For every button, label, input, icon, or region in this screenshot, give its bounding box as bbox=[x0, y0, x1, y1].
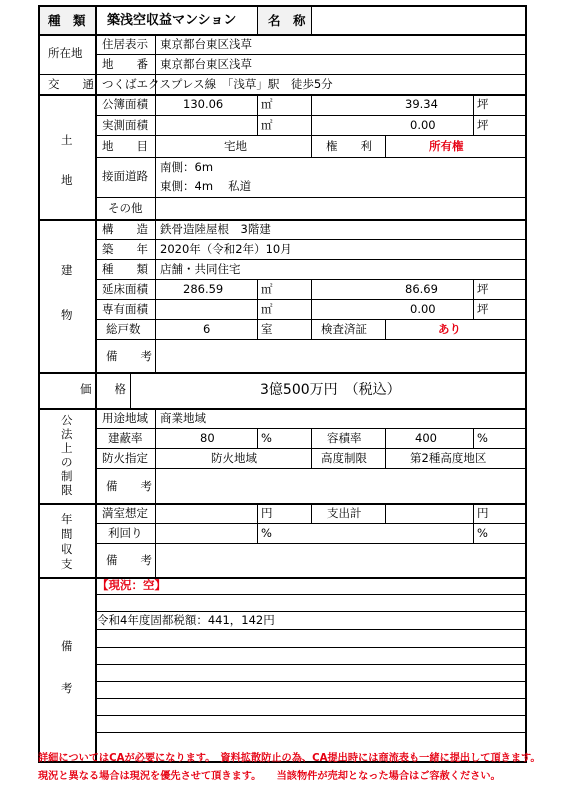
floor-area-tsubo: 86.69 bbox=[405, 282, 438, 296]
units-value: 6 bbox=[203, 322, 211, 336]
status-note: 【現況：空】 bbox=[97, 578, 166, 592]
address-label: 住居表示 bbox=[102, 37, 148, 51]
structure-value: 鉄骨造陸屋根 3階建 bbox=[160, 222, 271, 236]
income-remarks-label: 備 考 bbox=[106, 553, 152, 567]
sqm-unit: ㎡ bbox=[261, 118, 273, 132]
built-label: 築 年 bbox=[102, 242, 148, 256]
building-section-a: 建 bbox=[61, 263, 73, 277]
divider-line bbox=[95, 698, 527, 699]
legal-section-char: の bbox=[61, 455, 73, 469]
footer-note-2: 現況と異なる場合は現況を優先させて頂きます。 当該物件が売却となった場合はご容赦ください。 bbox=[38, 771, 501, 782]
divider-line bbox=[95, 339, 527, 340]
price-value: 3億500万円 （税込） bbox=[260, 382, 401, 398]
divider-line bbox=[95, 647, 527, 648]
yield-label: 利回り bbox=[108, 526, 143, 540]
divider-line bbox=[40, 372, 527, 374]
legal-section-char: 法 bbox=[61, 427, 73, 441]
structure-label: 構 造 bbox=[102, 222, 148, 236]
divider-line bbox=[95, 611, 527, 612]
expense-unit: 円 bbox=[477, 506, 489, 520]
registered-area-sqm: 130.06 bbox=[183, 97, 224, 111]
divider-line bbox=[257, 279, 258, 339]
registered-area-label: 公簿面積 bbox=[102, 97, 148, 111]
divider-line bbox=[473, 428, 474, 448]
sqm-unit: ㎡ bbox=[261, 282, 273, 296]
inspection-label: 検査済証 bbox=[321, 322, 367, 336]
divider-line bbox=[40, 408, 527, 410]
measured-area-tsubo: 0.00 bbox=[410, 118, 436, 132]
bcr-value: 80 bbox=[200, 431, 215, 445]
divider-line bbox=[311, 428, 312, 468]
divider-line bbox=[473, 94, 474, 135]
height-label: 高度制限 bbox=[321, 451, 367, 465]
price-label: 価 格 bbox=[80, 382, 126, 396]
building-kind-label: 種 類 bbox=[102, 262, 148, 276]
location-section: 所在地 bbox=[48, 46, 83, 60]
traffic-label: 交 通 bbox=[48, 77, 94, 91]
divider-line bbox=[257, 503, 258, 543]
address-value: 東京都台東区浅草 bbox=[160, 37, 252, 51]
divider-line bbox=[385, 319, 386, 339]
divider-line bbox=[257, 428, 258, 448]
property-sheet bbox=[38, 5, 527, 763]
building-remarks-label: 備 考 bbox=[106, 349, 152, 363]
road-line-2: 東側：4m 私道 bbox=[160, 179, 252, 193]
fire-label: 防火指定 bbox=[102, 451, 148, 465]
land-category-value: 宅地 bbox=[224, 139, 247, 153]
divider-line bbox=[95, 54, 527, 55]
registered-area-tsubo: 39.34 bbox=[405, 97, 438, 111]
measured-area-label: 実測面積 bbox=[102, 118, 148, 132]
divider-line bbox=[40, 94, 527, 96]
units-label: 総戸数 bbox=[106, 322, 141, 336]
type-label: 種 類 bbox=[48, 13, 86, 28]
legal-section-char: 制 bbox=[61, 469, 73, 483]
divider-line bbox=[40, 34, 527, 36]
private-area-tsubo: 0.00 bbox=[410, 302, 436, 316]
lot-value: 東京都台東区浅草 bbox=[160, 57, 252, 71]
divider-line bbox=[95, 523, 527, 524]
legal-section-char: 限 bbox=[61, 483, 73, 497]
fire-value: 防火地域 bbox=[211, 451, 257, 465]
remarks-section-b: 考 bbox=[61, 681, 73, 695]
divider-line bbox=[95, 732, 527, 733]
divider-line bbox=[95, 681, 527, 682]
far-value: 400 bbox=[415, 431, 437, 445]
tsubo-unit: 坪 bbox=[477, 97, 489, 111]
legal-remarks-label: 備 考 bbox=[106, 479, 152, 493]
land-category-label: 地 目 bbox=[102, 139, 148, 153]
yield-extra-unit: % bbox=[477, 526, 488, 540]
divider-line bbox=[95, 664, 527, 665]
divider-line bbox=[95, 157, 527, 158]
inspection-value: あり bbox=[438, 322, 461, 336]
full-occupancy-unit: 円 bbox=[261, 506, 273, 520]
zoning-label: 用途地域 bbox=[102, 411, 148, 425]
name-label: 名 称 bbox=[268, 13, 306, 28]
bcr-label: 建蔽率 bbox=[108, 431, 143, 445]
tsubo-unit: 坪 bbox=[477, 282, 489, 296]
divider-line bbox=[95, 259, 527, 260]
divider-line bbox=[155, 94, 156, 219]
income-section-char: 支 bbox=[61, 557, 73, 571]
rights-value: 所有権 bbox=[429, 139, 464, 153]
floor-area-label: 延床面積 bbox=[102, 282, 148, 296]
traffic-value: つくばエクスプレス線 「浅草」駅 徒歩5分 bbox=[102, 77, 333, 91]
divider-line bbox=[311, 279, 312, 339]
building-section-b: 物 bbox=[61, 308, 73, 322]
divider-line bbox=[385, 428, 386, 468]
floor-area-sqm: 286.59 bbox=[183, 282, 224, 296]
height-value: 第2種高度地区 bbox=[410, 451, 487, 465]
divider-line bbox=[95, 239, 527, 240]
footer-note-1: 詳細についてはCAが必要になります。 資料拡散防止の為、CA提出時には商流表も一緒に提出して頂きます。 bbox=[38, 753, 541, 764]
far-unit: % bbox=[477, 431, 488, 445]
divider-line bbox=[40, 219, 527, 221]
divider-line bbox=[95, 468, 527, 469]
private-area-label: 専有面積 bbox=[102, 302, 148, 316]
type-value: 築浅空収益マンション bbox=[107, 13, 237, 28]
bcr-unit: % bbox=[261, 431, 272, 445]
income-section-char: 年 bbox=[61, 512, 73, 526]
divider-line bbox=[40, 503, 527, 505]
divider-line bbox=[473, 503, 474, 543]
divider-line bbox=[95, 594, 527, 595]
lot-label: 地 番 bbox=[102, 57, 148, 71]
divider-line bbox=[95, 629, 527, 630]
land-section-b: 地 bbox=[61, 173, 73, 187]
income-section-char: 収 bbox=[61, 542, 73, 556]
tax-note: 令和4年度固都税額：441，142円 bbox=[97, 613, 275, 627]
road-label: 接面道路 bbox=[102, 169, 148, 183]
units-unit: 室 bbox=[261, 322, 273, 336]
land-other-label: その他 bbox=[108, 201, 143, 215]
legal-section-char: 上 bbox=[61, 441, 73, 455]
far-label: 容積率 bbox=[327, 431, 362, 445]
divider-line bbox=[155, 219, 156, 372]
yield-unit: % bbox=[261, 526, 272, 540]
divider-line bbox=[95, 543, 527, 544]
sqm-unit: ㎡ bbox=[261, 97, 273, 111]
building-kind-value: 店舗・共同住宅 bbox=[160, 262, 241, 276]
tsubo-unit: 坪 bbox=[477, 302, 489, 316]
road-line-1: 南側：6m bbox=[160, 160, 214, 174]
divider-line bbox=[385, 135, 386, 157]
income-section-char: 間 bbox=[61, 527, 73, 541]
divider-line bbox=[311, 7, 312, 34]
divider-line bbox=[155, 503, 156, 577]
divider-line bbox=[95, 715, 527, 716]
remarks-section-a: 備 bbox=[61, 639, 73, 653]
divider-line bbox=[257, 94, 258, 135]
divider-line bbox=[311, 94, 312, 157]
divider-line bbox=[40, 74, 527, 75]
full-occupancy-label: 満室想定 bbox=[102, 506, 148, 520]
divider-line bbox=[473, 279, 474, 319]
divider-line bbox=[155, 408, 156, 503]
legal-section-char: 公 bbox=[61, 413, 73, 427]
divider-line bbox=[95, 197, 527, 198]
tsubo-unit: 坪 bbox=[477, 118, 489, 132]
expense-label: 支出計 bbox=[327, 506, 362, 520]
divider-line bbox=[130, 372, 131, 408]
land-section-a: 土 bbox=[61, 133, 73, 147]
divider-line bbox=[311, 503, 312, 523]
built-value: 2020年（令和2年）10月 bbox=[160, 242, 292, 256]
rights-label: 権 利 bbox=[326, 139, 372, 153]
divider-line bbox=[257, 7, 258, 34]
zoning-value: 商業地域 bbox=[160, 411, 206, 425]
divider-line bbox=[385, 503, 386, 523]
sqm-unit: ㎡ bbox=[261, 302, 273, 316]
